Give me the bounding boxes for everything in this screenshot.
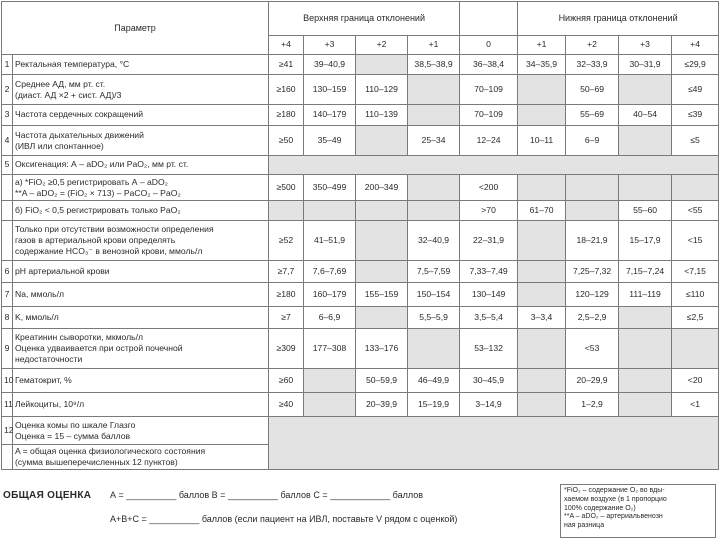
cell (619, 393, 672, 417)
cell: 55–69 (566, 105, 619, 126)
table-row (2, 283, 719, 307)
row-number: 9 (2, 329, 13, 369)
total-score-title: ОБЩАЯ ОЦЕНКА (3, 490, 92, 501)
cell: 32–40,9 (408, 221, 460, 261)
cell: <7,15 (672, 261, 719, 283)
score-label: +3 (619, 36, 672, 55)
cell: 53–132 (460, 329, 518, 369)
parameter-label: Na, ммоль/л (13, 283, 269, 307)
table-row (2, 369, 719, 393)
cell (356, 261, 408, 283)
cell: 22–31,9 (460, 221, 518, 261)
cell (304, 393, 356, 417)
table-row (2, 55, 719, 75)
cell (566, 201, 619, 221)
score-label: +2 (356, 36, 408, 55)
cell: 50–59,9 (356, 369, 408, 393)
cell: 35–49 (304, 126, 356, 156)
cell: 3–14,9 (460, 393, 518, 417)
cell: 110–129 (356, 75, 408, 105)
parameter-label: Только при отсутствии возможности определения газов в артериальной крови определять содержание HCO₃⁻ в венозной крови, ммоль/л (13, 221, 269, 261)
cell (518, 75, 566, 105)
cell: 2,5–2,9 (566, 307, 619, 329)
cell (619, 75, 672, 105)
table-row (2, 329, 719, 369)
table-row (2, 75, 719, 105)
table-row (2, 105, 719, 126)
cell: 140–179 (304, 105, 356, 126)
cell: ≤29,9 (672, 55, 719, 75)
cell: 34–35,9 (518, 55, 566, 75)
cell: 18–21,9 (566, 221, 619, 261)
cell: 160–179 (304, 283, 356, 307)
cell: ≥7 (269, 307, 304, 329)
cell (566, 175, 619, 201)
cell: <200 (460, 175, 518, 201)
cell (408, 175, 460, 201)
cell: 111–119 (619, 283, 672, 307)
cell: 6–6,9 (304, 307, 356, 329)
cell: 20–29,9 (566, 369, 619, 393)
cell (269, 201, 304, 221)
cell: 7,5–7,59 (408, 261, 460, 283)
cell: ≥41 (269, 55, 304, 75)
table-row (2, 393, 719, 417)
cell: 46–49,9 (408, 369, 460, 393)
cell: ≤49 (672, 75, 719, 105)
cell: 110–139 (356, 105, 408, 126)
cell: 7,33–7,49 (460, 261, 518, 283)
parameter-label: pH артериальной крови (13, 261, 269, 283)
row-number: 3 (2, 105, 13, 126)
row-number: 7 (2, 283, 13, 307)
cell: 130–159 (304, 75, 356, 105)
cell: 1–2,9 (566, 393, 619, 417)
row-number: 1 (2, 55, 13, 75)
cell: ≥60 (269, 369, 304, 393)
cell: 130–149 (460, 283, 518, 307)
cell: <55 (672, 201, 719, 221)
footnote-line: 100% содержание O₂) (564, 504, 636, 512)
table-row (2, 175, 719, 201)
cell: <20 (672, 369, 719, 393)
blank-cell (269, 156, 719, 175)
cell (672, 329, 719, 369)
cell: 133–176 (356, 329, 408, 369)
parameter-label: Среднее АД, мм рт. ст. (диаст. АД ×2 + сист. АД)/3 (13, 75, 269, 105)
cell: 3,5–5,4 (460, 307, 518, 329)
cell: 10–11 (518, 126, 566, 156)
cell: ≥309 (269, 329, 304, 369)
cell (518, 283, 566, 307)
lower-deviation-header: Нижняя граница отклонений (518, 2, 719, 36)
cell: 30–31,9 (619, 55, 672, 75)
cell (356, 201, 408, 221)
cell: 41–51,9 (304, 221, 356, 261)
cell (518, 105, 566, 126)
cell: 25–34 (408, 126, 460, 156)
cell (408, 75, 460, 105)
cell (518, 221, 566, 261)
cell: 7,6–7,69 (304, 261, 356, 283)
row-number: 12 (2, 417, 13, 445)
parameter-label: Частота сердечных сокращений (13, 105, 269, 126)
apache-score-table (1, 1, 719, 470)
cell: 200–349 (356, 175, 408, 201)
cell: 5,5–5,9 (408, 307, 460, 329)
cell (356, 221, 408, 261)
total-score-section (0, 484, 558, 538)
blank-cell (269, 417, 719, 470)
cell (672, 175, 719, 201)
cell (356, 307, 408, 329)
score-label: +2 (566, 36, 619, 55)
cell: 6–9 (566, 126, 619, 156)
cell: 70–109 (460, 105, 518, 126)
score-label: +1 (408, 36, 460, 55)
cell (408, 201, 460, 221)
cell: 15–17,9 (619, 221, 672, 261)
upper-deviation-header: Верхняя граница отклонений (269, 2, 460, 36)
cell: ≥40 (269, 393, 304, 417)
score-label: +1 (518, 36, 566, 55)
cell: 177–308 (304, 329, 356, 369)
row-number: 8 (2, 307, 13, 329)
cell (518, 369, 566, 393)
table-row (2, 156, 719, 175)
cell: 7,15–7,24 (619, 261, 672, 283)
cell: ≤2,5 (672, 307, 719, 329)
cell (518, 261, 566, 283)
cell: 150–154 (408, 283, 460, 307)
score-label: +4 (269, 36, 304, 55)
cell: 12–24 (460, 126, 518, 156)
cell: ≥160 (269, 75, 304, 105)
param-header: Параметр (2, 2, 269, 55)
cell: 38,5–38,9 (408, 55, 460, 75)
cell: ≥180 (269, 283, 304, 307)
cell (408, 105, 460, 126)
cell (619, 126, 672, 156)
cell (408, 329, 460, 369)
footnote-line: *FiO₂ – содержание O₂ во вды- (564, 487, 665, 494)
row-number: 4 (2, 126, 13, 156)
cell: ≥7,7 (269, 261, 304, 283)
cell: ≤39 (672, 105, 719, 126)
table-row (2, 307, 719, 329)
score-label: +4 (672, 36, 719, 55)
cell: 32–33,9 (566, 55, 619, 75)
cell (518, 175, 566, 201)
parameter-label: Лейкоциты, 10⁹/л (13, 393, 269, 417)
footnote-line: ная разница (564, 522, 605, 529)
parameter-label: Ректальная температура, °С (13, 55, 269, 75)
parameter-label: Креатинин сыворотки, мкмоль/л Оценка удваивается при острой почечной недостаточности (13, 329, 269, 369)
cell: ≥50 (269, 126, 304, 156)
cell: <53 (566, 329, 619, 369)
cell (304, 201, 356, 221)
score-label: 0 (460, 36, 518, 55)
header-row (2, 2, 719, 36)
parameter-label: а) *FiO₂ ≥0,5 регистрировать А – aDO₂ **A – aDO₂ = (FiO₂ × 713) – PaCO₂ – PaO₂ (13, 175, 269, 201)
table-row (2, 201, 719, 221)
cell (356, 126, 408, 156)
table-row (2, 221, 719, 261)
footnote-line: **A – aDO₂ – артериальвенозн (564, 513, 663, 521)
cell: 15–19,9 (408, 393, 460, 417)
cell: 55–60 (619, 201, 672, 221)
parameter-label: Оценка комы по шкале Глазго Оценка = 15 – сумма баллов (13, 417, 269, 445)
parameter-label: Частота дыхательных движений (ИВЛ или спонтанное) (13, 126, 269, 156)
footnote-box (560, 484, 716, 538)
cell (619, 329, 672, 369)
cell: ≤110 (672, 283, 719, 307)
cell: 61–70 (518, 201, 566, 221)
cell (619, 369, 672, 393)
cell: 120–129 (566, 283, 619, 307)
row-number: 11 (2, 393, 13, 417)
cell: 70–109 (460, 75, 518, 105)
table-row (2, 261, 719, 283)
cell: <1 (672, 393, 719, 417)
cell: ≤5 (672, 126, 719, 156)
table-row (2, 417, 719, 445)
cell: 30–45,9 (460, 369, 518, 393)
parameter-label: Гематокрит, % (13, 369, 269, 393)
cell (518, 393, 566, 417)
cell: ≥180 (269, 105, 304, 126)
cell: 36–38,4 (460, 55, 518, 75)
parameter-label: K, ммоль/л (13, 307, 269, 329)
parameter-label: б) FiO₂ < 0,5 регистрировать только PaO₂ (13, 201, 269, 221)
cell: 350–499 (304, 175, 356, 201)
footnote-line: хаемом воздухе (в 1 пропорцио (564, 495, 667, 503)
cell: 39–40,9 (304, 55, 356, 75)
cell: >70 (460, 201, 518, 221)
row-number: 2 (2, 75, 13, 105)
row-number: 10 (2, 369, 13, 393)
cell (518, 329, 566, 369)
cell (304, 369, 356, 393)
cell: 40–54 (619, 105, 672, 126)
cell (619, 307, 672, 329)
score-label: +3 (304, 36, 356, 55)
row-number: 6 (2, 261, 13, 283)
score-sum-line: А+В+С = __________ баллов (если пациент на ИВЛ, поставьте V рядом с оценкой) (110, 514, 458, 524)
cell: <15 (672, 221, 719, 261)
cell: 3–3,4 (518, 307, 566, 329)
cell: 50–69 (566, 75, 619, 105)
row-number: 5 (2, 156, 13, 175)
score-fields-line: А = __________ баллов В = __________ баллов С = ____________ баллов (110, 490, 423, 500)
cell: 20–39,9 (356, 393, 408, 417)
cell: 7,25–7,32 (566, 261, 619, 283)
cell (356, 55, 408, 75)
table-row (2, 126, 719, 156)
parameter-label: Оксигенация: А – aDO₂ или PaO₂, мм рт. ст. (13, 156, 269, 175)
cell: ≥500 (269, 175, 304, 201)
cell (619, 175, 672, 201)
cell: 155–159 (356, 283, 408, 307)
cell: ≥52 (269, 221, 304, 261)
parameter-label: A = общая оценка физиологического состояния (сумма вышеперечисленных 12 пунктов) (13, 445, 269, 470)
